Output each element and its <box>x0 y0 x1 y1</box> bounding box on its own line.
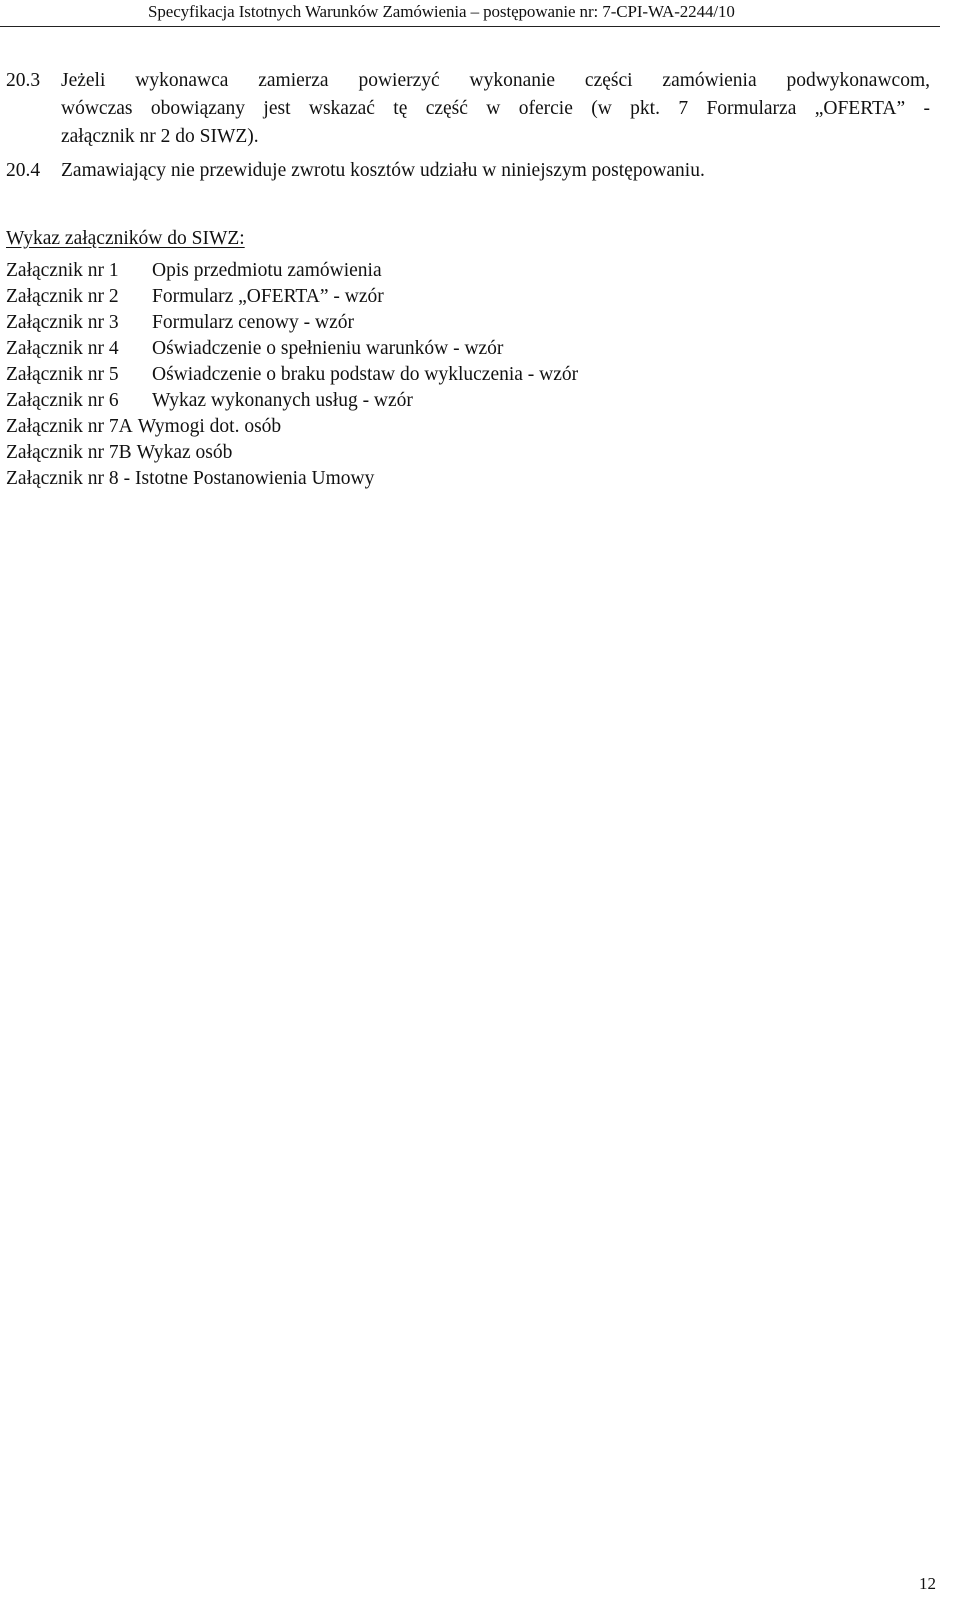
attachment-description: - Istotne Postanowienia Umowy <box>123 468 375 489</box>
attachment-label: Załącznik nr 4 <box>6 338 119 359</box>
running-header: Specyfikacja Istotnych Warunków Zamówienia – postępowanie nr: 7-CPI-WA-2244/10 <box>148 2 735 21</box>
section-20-4 <box>6 157 930 185</box>
list-item <box>6 440 906 466</box>
list-item <box>6 362 906 388</box>
section-20-3 <box>6 67 930 151</box>
attachment-description: Oświadczenie o spełnieniu warunków - wzór <box>152 338 504 359</box>
attachment-label: Załącznik nr 2 <box>6 286 119 307</box>
list-item <box>6 284 906 310</box>
list-item <box>6 258 906 284</box>
list-item <box>6 336 906 362</box>
attachment-description: Wykaz osób <box>136 442 233 463</box>
attachment-description: Formularz cenowy - wzór <box>152 312 354 333</box>
attachment-label: Załącznik nr 1 <box>6 260 119 281</box>
attachment-description: Wykaz wykonanych usług - wzór <box>152 390 413 411</box>
list-item <box>6 414 906 440</box>
attachment-label: Załącznik nr 6 <box>6 390 119 411</box>
attachment-description: Oświadczenie o braku podstaw do wykluczenia - wzór <box>152 364 579 385</box>
list-item <box>6 466 906 492</box>
section-number: 20.3 <box>6 70 41 91</box>
attachments-list <box>6 258 906 492</box>
section-text: Jeżeli wykonawca zamierza powierzyć wykonanie części zamówienia podwykonawcom, <box>61 70 930 91</box>
attachment-label: Załącznik nr 7A <box>6 416 133 437</box>
page-number: 12 <box>919 1574 936 1593</box>
section-20-3-line-2: wówczas obowiązany jest wskazać tę część w ofercie (w pkt. 7 Formularza „OFERTA” - <box>61 98 930 119</box>
attachment-label: Załącznik nr 5 <box>6 364 119 385</box>
section-number: 20.4 <box>6 160 41 181</box>
attachment-label: Załącznik nr 7B <box>6 442 132 463</box>
attachment-description: Opis przedmiotu zamówienia <box>152 260 382 281</box>
section-text: Zamawiający nie przewiduje zwrotu kosztów udziału w niniejszym postępowaniu. <box>61 160 705 181</box>
attachments-heading: Wykaz załączników do SIWZ: <box>6 228 245 249</box>
attachment-label: Załącznik nr 8 <box>6 468 119 489</box>
list-item <box>6 310 906 336</box>
attachment-description: Formularz „OFERTA” - wzór <box>152 286 384 307</box>
section-20-3-line-1 <box>6 67 930 95</box>
header-divider <box>0 26 940 27</box>
section-20-3-line-3: załącznik nr 2 do SIWZ). <box>61 126 259 147</box>
attachment-description: Wymogi dot. osób <box>137 416 282 437</box>
list-item <box>6 388 906 414</box>
attachment-label: Załącznik nr 3 <box>6 312 119 333</box>
